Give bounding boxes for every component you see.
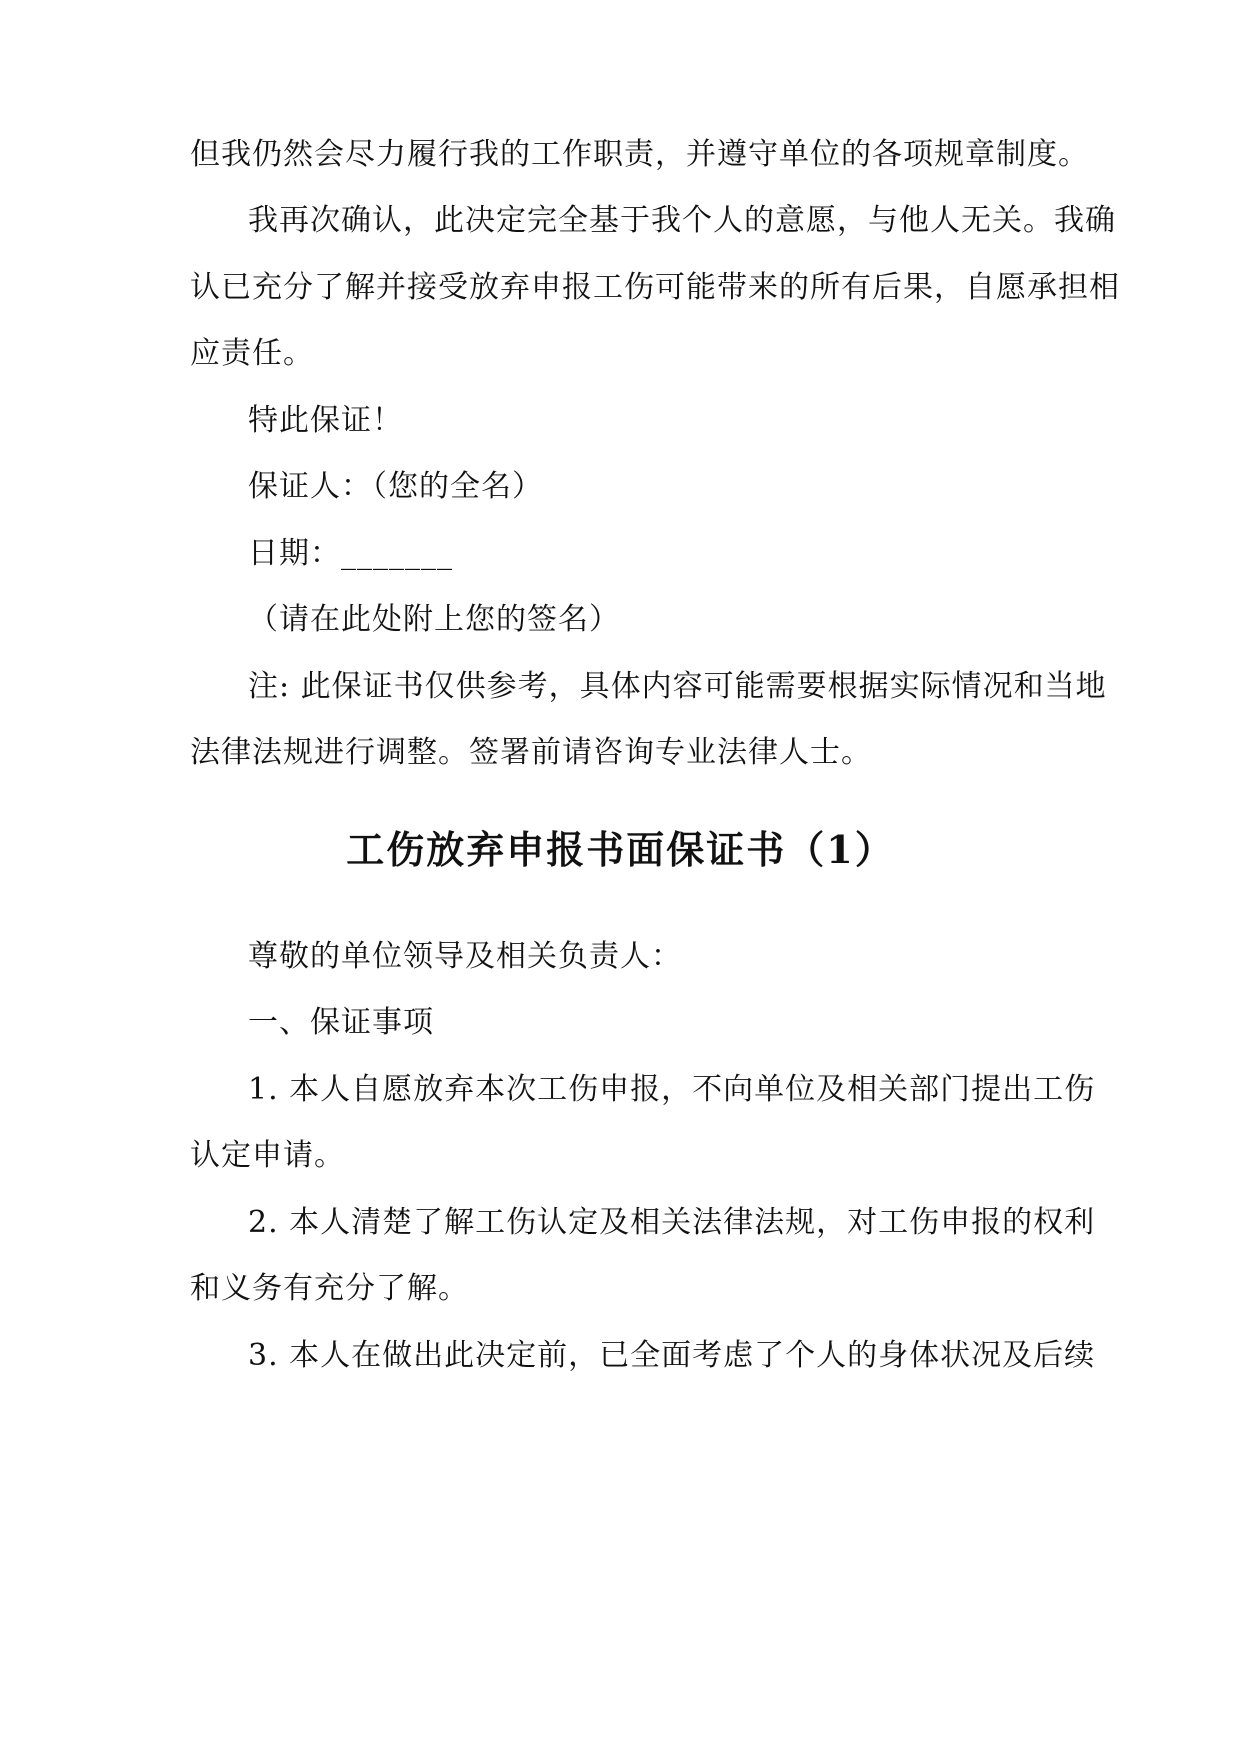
item-2-line-2: 和义务有充分了解。 [190, 1271, 469, 1306]
item-2-line-1: 2. 本人清楚了解工伤认定及相关法律法规，对工伤申报的权利 [248, 1205, 1096, 1240]
note-line-1: 注: 此保证书仅供参考，具体内容可能需要根据实际情况和当地 [248, 669, 1107, 704]
item-3-line-1: 3. 本人在做出此决定前，已全面考虑了个人的身体状况及后续 [248, 1338, 1096, 1373]
heading-guarantee-items: 一、保证事项 [248, 1005, 434, 1040]
confirm-paragraph-line-3: 应责任。 [190, 336, 314, 371]
note-line-2: 法律法规进行调整。签署前请咨询专业法律人士。 [190, 735, 872, 770]
date-line: 日期：_______ [248, 536, 453, 571]
guarantor-line: 保证人：（您的全名） [248, 469, 543, 504]
closing-text: 特此保证！ [248, 403, 403, 438]
item-1-line-2: 认定申请。 [190, 1138, 345, 1173]
confirm-paragraph-line-2: 认已充分了解并接受放弃申报工伤可能带来的所有后果，自愿承担相 [190, 270, 1120, 305]
item-1-line-1: 1. 本人自愿放弃本次工伤申报，不向单位及相关部门提出工伤 [248, 1072, 1096, 1107]
continuation-text: 但我仍然会尽力履行我的工作职责，并遵守单位的各项规章制度。 [190, 137, 1089, 172]
confirm-paragraph-line-1: 我再次确认，此决定完全基于我个人的意愿，与他人无关。我确 [248, 203, 1116, 238]
signature-line: （请在此处附上您的签名） [248, 602, 620, 637]
section-title: 工伤放弃申报书面保证书（1） [346, 827, 895, 872]
salutation: 尊敬的单位领导及相关负责人： [248, 939, 682, 974]
